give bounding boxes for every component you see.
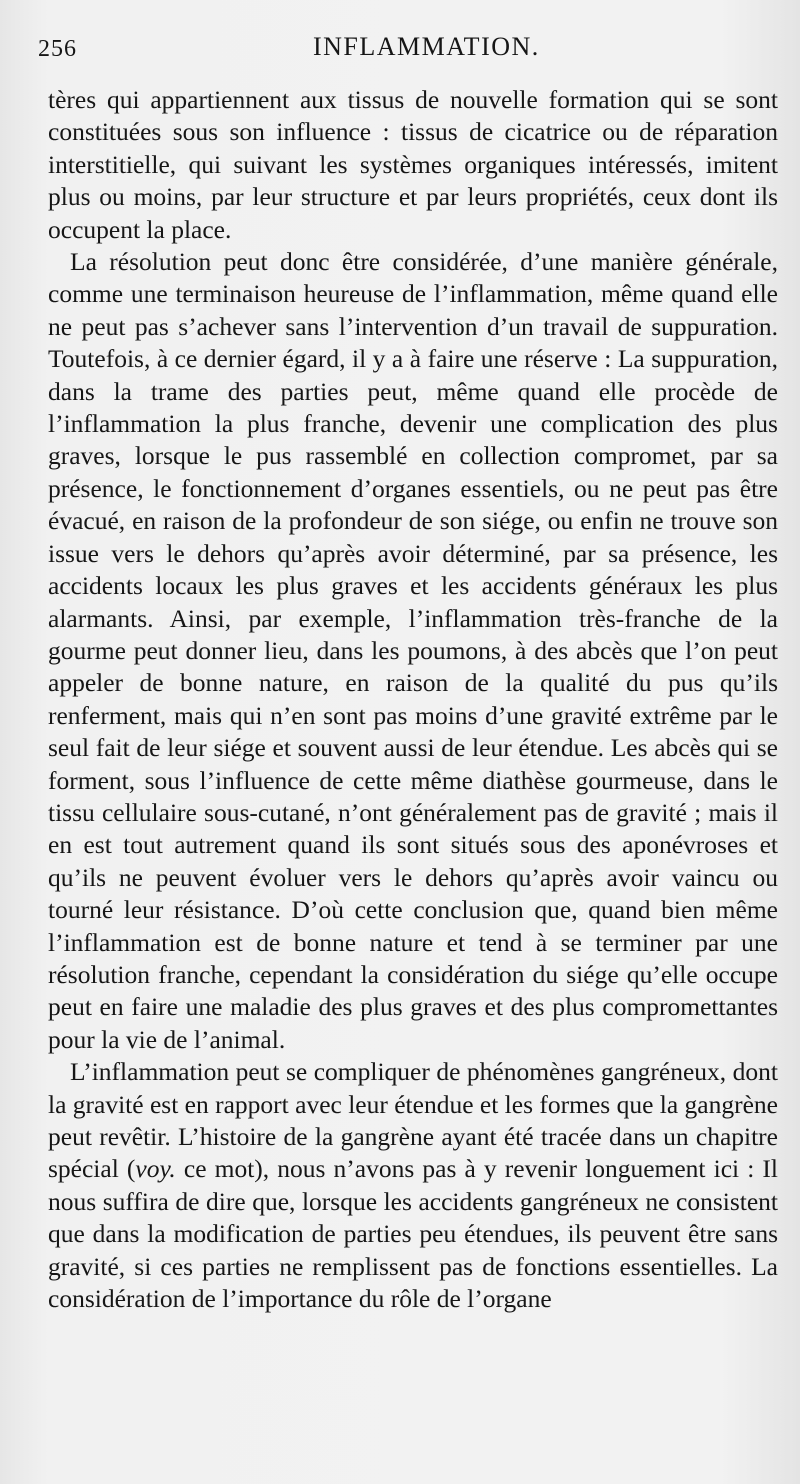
paragraph-gangrene xyxy=(48,1056,778,1315)
paragraph-gangrene-italic: voy. xyxy=(135,1154,176,1184)
paragraph-resolution: La résolution peut donc être considérée, d’une manière générale, comme une terminaison heureuse de l’inflammation, même quand elle ne peut pas s’achever sans l’intervention d’un travail de suppuration. Toutefois, à ce dernier égard, il y a à faire une réserve : La suppuration, dans la trame des parties peut, même quand elle procède de l’inflammation la plus franche, devenir une complication des plus graves, lorsque le pus rassemblé en collection compromet, par sa présence, le fonctionnement d’organes essentiels, ou ne peut pas être évacué, en raison de la profondeur de son siége, ou enfin ne trouve son issue vers le dehors qu’après avoir déterminé, par sa présence, les accidents locaux les plus graves et les accidents généraux les plus alarmants. Ainsi, par exemple, l’inflammation très-franche de la gourme peut donner lieu, dans les poumons, à des abcès que l’on peut appeler de bonne nature, en raison de la qualité du pus qu’ils renferment, mais qui n’en sont pas moins d’une gravité extrême par le seul fait de leur siége et souvent aussi de leur étendue. Les abcès qui se forment, sous l’influence de cette même diathèse gourmeuse, dans le tissu cellulaire sous-cutané, n’ont généralement pas de gravité ; mais il en est tout autrement quand ils sont situés sous des aponévroses et qu’ils ne peuvent évoluer vers le dehors qu’après avoir vaincu ou tourné leur résistance. D’où cette conclusion que, quand bien même l’inflammation est de bonne nature et tend à se terminer par une résolution franche, cependant la considération du siége qu’elle occupe peut en faire une maladie des plus graves et des plus compromettantes pour la vie de l’animal. xyxy=(48,247,778,1054)
body-text xyxy=(48,84,778,1315)
page-number: 256 xyxy=(38,36,77,62)
paragraph-gangrene-part2: ce mot), nous n’avons pas à y revenir longuement ici : Il nous suffira de dire que, lorsque les accidents gangréneux ne consistent que dans la modification de parties peu étendues, ils peuvent être sans gravité, si ces parties ne remplissent pas de fonctions essentielles. La considération de l’importance du rôle de l’organe xyxy=(48,1154,778,1314)
running-title: INFLAMMATION. xyxy=(313,32,540,61)
paragraph-gangrene-part1: L’inflammation peut se compliquer de phénomènes gangréneux, dont la gravité est en rapport avec leur étendue et les formes que la gangrène peut revêtir. L’histoire de la gangrène ayant été tracée dans un chapitre spécial ( xyxy=(48,1057,778,1184)
page-header xyxy=(38,30,773,70)
paragraph-continuation: tères qui appartiennent aux tissus de nouvelle formation qui se sont constituées sous son influence : tissus de cicatrice ou de réparation interstitielle, qui suivant les systèmes organiques intéressés, imitent plus ou moins, par leur structure et par leurs propriétés, ceux dont ils occupent la place. xyxy=(48,85,778,244)
